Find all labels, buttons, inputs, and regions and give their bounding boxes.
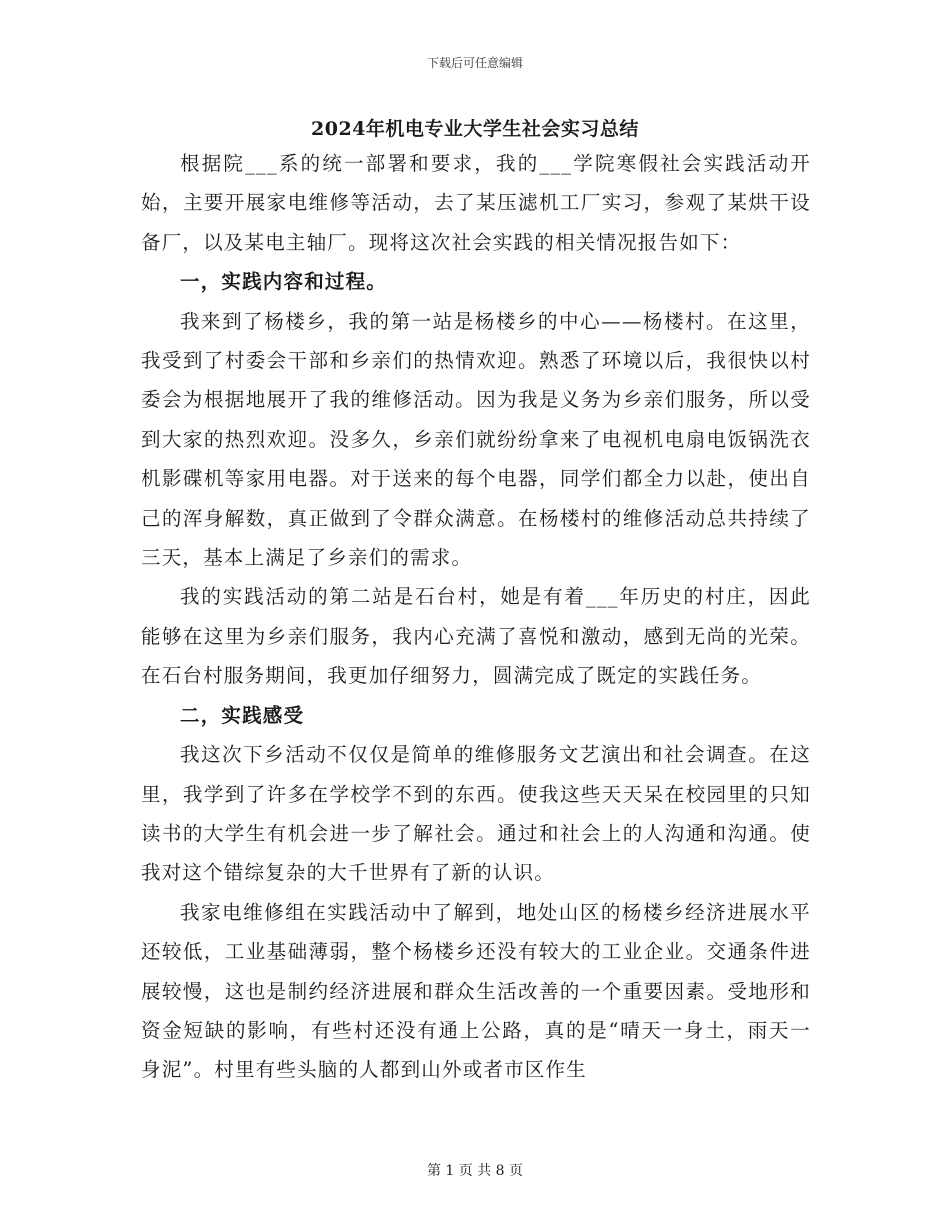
intro-paragraph: 根据院___系的统一部署和要求，我的___学院寒假社会实践活动开始，主要开展家电维修等活动，去了某压滤机工厂实习，参观了某烘干设备厂，以及某电主轴厂。现将这次社会实践的相关情况报告如下： bbox=[141, 152, 811, 254]
document-title: 2024年机电专业大学生社会实习总结 bbox=[311, 118, 639, 140]
section-2-paragraph-1: 我这次下乡活动不仅仅是简单的维修服务文艺演出和社会调查。在这里，我学到了许多在学校学不到的东西。使我这些天天呆在校园里的只知读书的大学生有机会进一步了解社会。通过和社会上的人沟通和沟通。使我对这个错综复杂的大千世界有了新的认识。 bbox=[141, 743, 811, 885]
header-note: 下载后可任意编辑 bbox=[426, 56, 523, 70]
section-1-paragraph-2: 我的实践活动的第二站是石台村，她是有着___年历史的村庄，因此能够在这里为乡亲们服务，我内心充满了喜悦和激动，感到无尚的光荣。在石台村服务期间，我更加仔细努力，圆满完成了既定的实践任务。 bbox=[141, 585, 811, 688]
section-1-heading: 一，实践内容和过程。 bbox=[180, 270, 388, 294]
section-2-paragraph-2: 我家电维修组在实践活动中了解到，地处山区的杨楼乡经济进展水平还较低，工业基础薄弱，整个杨楼乡还没有较大的工业企业。交通条件进展较慢，这也是制约经济进展和群众生活改善的一个重要因素。受地形和资金短缺的影响，有些村还没有通上公路，真的是“晴天一身土，雨天一身泥”。村里有些头脑的人都到山外或者市区作生 bbox=[141, 900, 811, 1082]
page-number: 第 1 页 共 8 页 bbox=[426, 1163, 524, 1179]
document-body bbox=[141, 144, 811, 1090]
section-1-paragraph-1: 我来到了杨楼乡，我的第一站是杨楼乡的中心——杨楼村。在这里，我受到了村委会干部和乡亲们的热情欢迎。熟悉了环境以后，我很快以村委会为根据地展开了我的维修活动。因为我是义务为乡亲们服务，所以受到大家的热烈欢迎。没多久，乡亲们就纷纷拿来了电视机电扇电饭锅洗衣机影碟机等家用电器。对于送来的每个电器，同学们都全力以赴，使出自己的浑身解数，真正做到了令群众满意。在杨楼村的维修活动总共持续了三天，基本上满足了乡亲们的需求。 bbox=[141, 309, 811, 570]
section-2-heading: 二，实践感受 bbox=[180, 703, 305, 727]
